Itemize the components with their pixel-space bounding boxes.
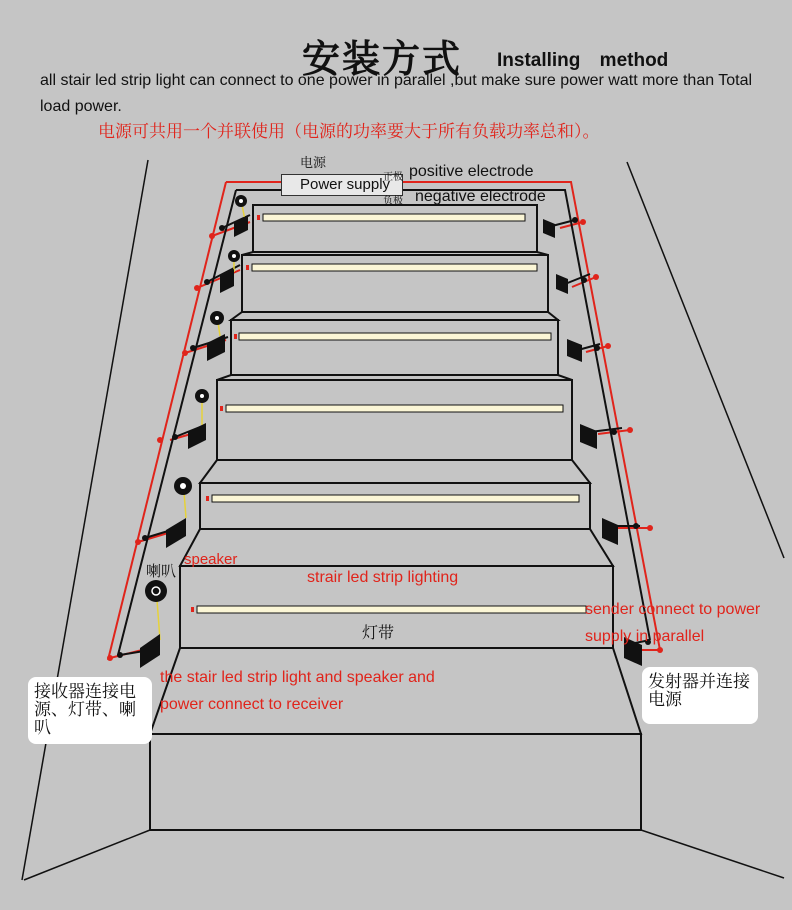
- sender-box: [543, 219, 555, 238]
- bottom-step-riser: [150, 734, 641, 830]
- speaker-icon: [145, 580, 167, 602]
- sender-box: [580, 424, 597, 449]
- right-wall-line: [627, 162, 784, 558]
- led-strip-2: [252, 264, 537, 271]
- strip-en-label: strair led strip lighting: [307, 569, 459, 586]
- sender-en-line2: supply in parallel: [585, 628, 705, 645]
- page-title-en: Installing method: [497, 50, 669, 71]
- floor-line-right: [641, 830, 784, 878]
- page-title-cn: 安装方式: [302, 37, 463, 81]
- left-wall-line: [22, 160, 148, 880]
- led-strip-6: [197, 606, 586, 613]
- led-strip-4: [226, 405, 563, 412]
- negative-en-label: negative electrode: [415, 188, 546, 205]
- step-riser-5: [200, 483, 590, 529]
- floor-line-left: [24, 830, 150, 880]
- negative-cn-label: 负极: [383, 196, 403, 207]
- receiver-box: [188, 423, 206, 449]
- sender-box: [567, 339, 582, 362]
- speaker-en-label: speaker: [184, 551, 238, 568]
- receiver-box: [207, 334, 225, 361]
- positive-en-label: positive electrode: [409, 163, 534, 180]
- receiver-box: [220, 269, 234, 293]
- step-riser-4: [217, 380, 572, 460]
- receiver-cn-bubble: 接收器连接电源、灯带、喇叭: [28, 677, 152, 744]
- staircase: [150, 205, 641, 830]
- sender-box: [602, 518, 618, 545]
- tread-4: [200, 460, 590, 483]
- positive-cn-label: 正极: [383, 172, 403, 183]
- led-strip-1: [263, 214, 525, 221]
- description-cn: 电源可共用一个并联使用（电源的功率要大于所有负载功率总和）。: [98, 122, 600, 142]
- power-supply-cn-label: 电源: [300, 156, 327, 171]
- receiver-en-line1: the stair led strip light and speaker and: [160, 669, 435, 686]
- receiver-box: [166, 518, 186, 548]
- step-riser-3: [231, 320, 558, 375]
- led-strip-5: [212, 495, 579, 502]
- strip-cn-label: 灯带: [362, 623, 395, 642]
- sender-cn-bubble: 发射器并连接电源: [642, 667, 758, 724]
- tread-5: [180, 529, 613, 566]
- sender-en-line1: sender connect to power: [585, 601, 761, 618]
- step-riser-1: [253, 205, 537, 252]
- description-en: all stair led strip light can connect to one power in parallel ,but make sure power watt more than Total load power.: [40, 72, 753, 115]
- sender-box: [556, 274, 568, 294]
- power-supply-box: Power supply: [281, 174, 403, 196]
- receiver-en-line2: power connect to receiver: [160, 696, 344, 713]
- receiver-box: [140, 634, 160, 668]
- led-strip-3: [239, 333, 551, 340]
- speaker-cn-label: 喇叭: [146, 562, 177, 580]
- tread-2: [231, 312, 558, 320]
- tread-6: [150, 648, 641, 734]
